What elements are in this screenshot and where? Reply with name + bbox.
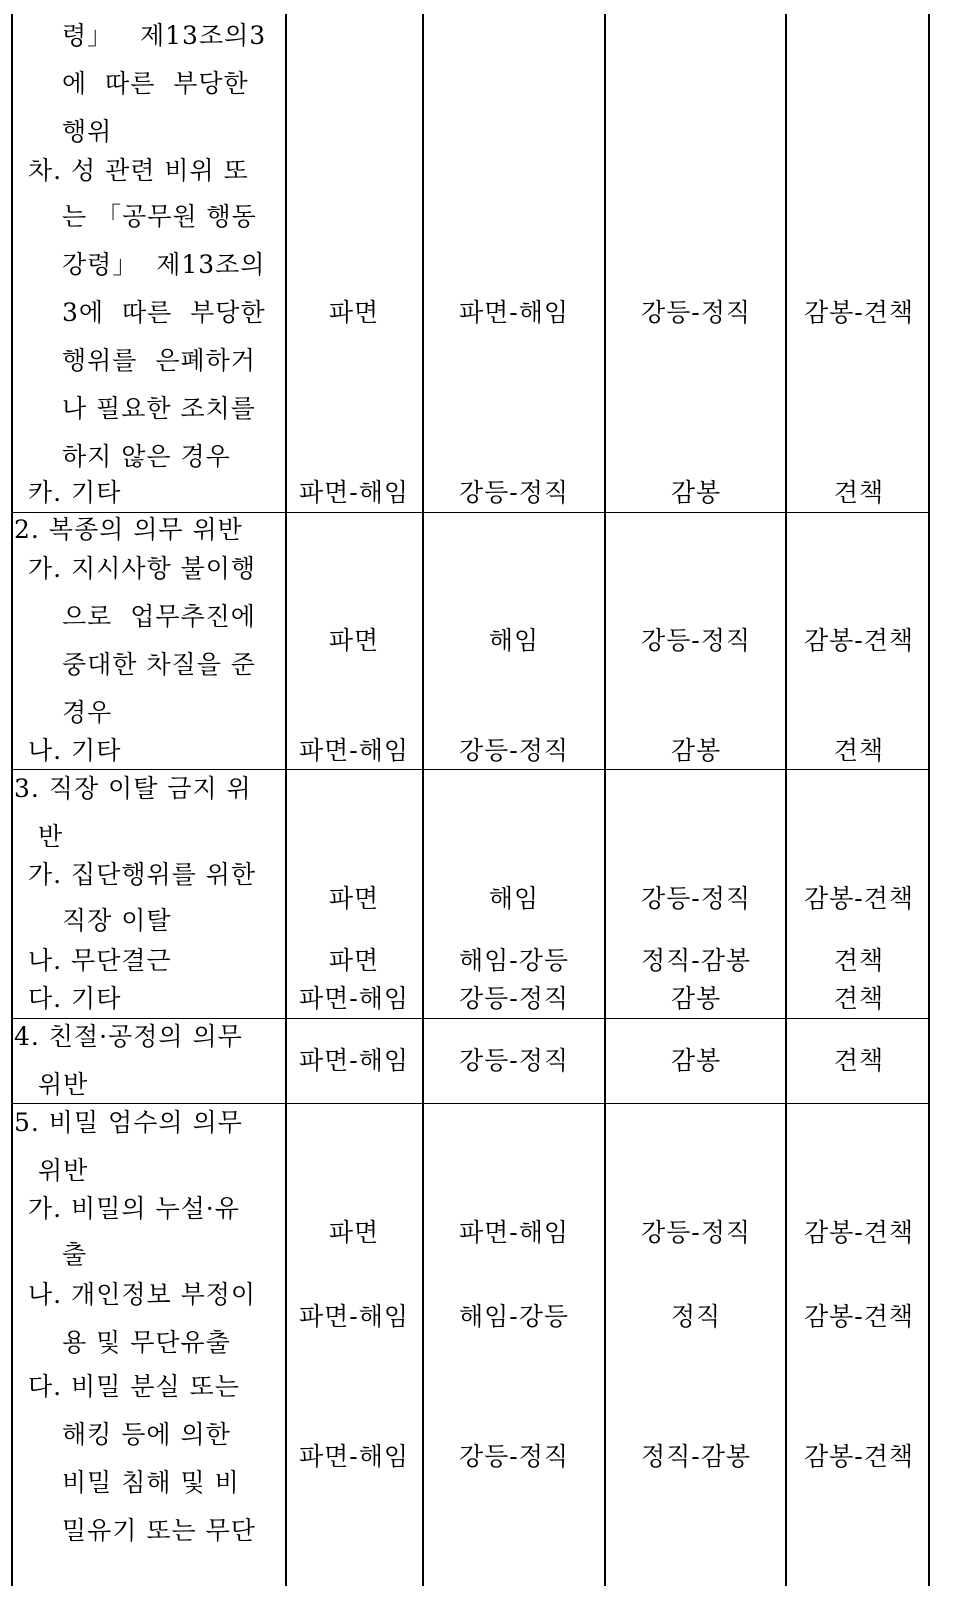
penalty-cell: 견책: [833, 984, 885, 1013]
penalty-cell: 견책: [833, 1046, 885, 1075]
violation-text-line: 나 필요한 조치를: [62, 394, 256, 423]
penalty-cell: 파면: [328, 946, 380, 975]
column-divider-1: [285, 14, 287, 1586]
violation-text-line: 으로 업무추진에: [62, 602, 256, 631]
violation-text-line: 직장 이탈: [62, 906, 172, 935]
penalty-cell: 강등-정직: [640, 884, 752, 913]
penalty-cell: 강등-정직: [458, 1046, 570, 1075]
penalty-cell: 파면: [328, 1218, 380, 1247]
penalty-cell: 파면: [328, 884, 380, 913]
penalty-cell: 정직-감봉: [640, 946, 752, 975]
violation-text-line: 용 및 무단유출: [62, 1328, 231, 1357]
penalty-cell: 파면-해임: [298, 984, 410, 1013]
penalty-cell: 감봉-견책: [803, 1442, 915, 1471]
violation-text-line: 나. 개인정보 부정이: [28, 1280, 257, 1309]
column-divider-4: [785, 14, 787, 1586]
violation-text-line: 행위를 은폐하거: [62, 346, 256, 375]
violation-text-line: 중대한 차질을 준: [62, 650, 256, 679]
penalty-cell: 강등-정직: [640, 1218, 752, 1247]
section-heading: 위반: [38, 1070, 89, 1099]
penalty-cell: 감봉-견책: [803, 884, 915, 913]
violation-text-line: 행위: [62, 117, 113, 146]
penalty-cell: 해임-강등: [458, 1302, 570, 1331]
penalty-cell: 감봉-견책: [803, 1302, 915, 1331]
penalty-cell: 정직-감봉: [640, 1442, 752, 1471]
penalty-cell: 감봉: [670, 984, 722, 1013]
penalty-cell: 감봉: [670, 478, 722, 507]
violation-text-line: 가. 지시사항 불이행: [28, 554, 257, 583]
penalty-cell: 파면-해임: [458, 298, 570, 327]
violation-text-line: 경우: [62, 698, 113, 727]
penalty-cell: 파면: [328, 298, 380, 327]
violation-text-line: 다. 비밀 분실 또는: [28, 1372, 240, 1401]
violation-text-line: 나. 무단결근: [28, 946, 172, 975]
penalty-cell: 감봉: [670, 1046, 722, 1075]
table-border-left: [11, 14, 13, 1586]
violation-text-line: 는 「공무원 행동: [62, 202, 257, 231]
column-divider-3: [604, 14, 606, 1586]
violation-text-line: 하지 않은 경우: [62, 442, 231, 471]
penalty-cell: 해임: [488, 884, 540, 913]
section-heading: 4. 친절·공정의 의무: [14, 1022, 243, 1051]
violation-text-line: 해킹 등에 의한: [62, 1420, 231, 1449]
penalty-cell: 강등-정직: [458, 984, 570, 1013]
table-border-right: [928, 14, 930, 1586]
section-heading: 2. 복종의 의무 위반: [14, 515, 243, 544]
penalty-cell: 견책: [833, 946, 885, 975]
violation-text-line: 밀유기 또는 무단: [62, 1516, 256, 1545]
penalty-cell: 파면: [328, 626, 380, 655]
violation-text-line: 3에 따른 부당한: [62, 298, 266, 327]
penalty-cell: 정직: [670, 1302, 722, 1331]
row-divider: [12, 512, 930, 513]
violation-text-line: 에 따른 부당한: [62, 69, 249, 98]
penalty-cell: 감봉-견책: [803, 626, 915, 655]
penalty-cell: 파면-해임: [298, 1442, 410, 1471]
column-divider-2: [422, 14, 424, 1586]
penalty-cell: 파면-해임: [298, 736, 410, 765]
penalty-cell: 파면-해임: [298, 478, 410, 507]
violation-text-line: 카. 기타: [28, 478, 122, 507]
violation-text-line: 강령」 제13조의: [62, 250, 266, 279]
penalty-cell: 강등-정직: [640, 298, 752, 327]
section-heading: 3. 직장 이탈 금지 위: [14, 774, 252, 803]
violation-text-line: 나. 기타: [28, 736, 122, 765]
penalty-cell: 파면-해임: [458, 1218, 570, 1247]
violation-text-line: 비밀 침해 및 비: [62, 1468, 240, 1497]
penalty-cell: 강등-정직: [458, 478, 570, 507]
violation-text-line: 출: [62, 1240, 88, 1269]
violation-text-line: 가. 집단행위를 위한: [28, 860, 257, 889]
violation-text-line: 차. 성 관련 비위 또: [28, 156, 249, 185]
penalty-cell: 파면-해임: [298, 1302, 410, 1331]
row-divider: [12, 1103, 930, 1104]
violation-text-line: 령」 제13조의3: [62, 21, 267, 50]
row-divider: [12, 1018, 930, 1019]
penalty-cell: 감봉: [670, 736, 722, 765]
section-heading: 반: [38, 822, 64, 851]
violation-text-line: 가. 비밀의 누설·유: [28, 1194, 240, 1223]
penalty-cell: 해임-강등: [458, 946, 570, 975]
penalty-cell: 해임: [488, 626, 540, 655]
violation-text-line: 다. 기타: [28, 984, 122, 1013]
penalty-cell: 견책: [833, 736, 885, 765]
row-divider: [12, 769, 930, 770]
section-heading: 위반: [38, 1156, 89, 1185]
penalty-cell: 감봉-견책: [803, 298, 915, 327]
penalty-cell: 강등-정직: [640, 626, 752, 655]
penalty-cell: 견책: [833, 478, 885, 507]
penalty-cell: 강등-정직: [458, 736, 570, 765]
penalty-cell: 감봉-견책: [803, 1218, 915, 1247]
penalty-cell: 강등-정직: [458, 1442, 570, 1471]
penalty-cell: 파면-해임: [298, 1046, 410, 1075]
section-heading: 5. 비밀 엄수의 의무: [14, 1108, 243, 1137]
